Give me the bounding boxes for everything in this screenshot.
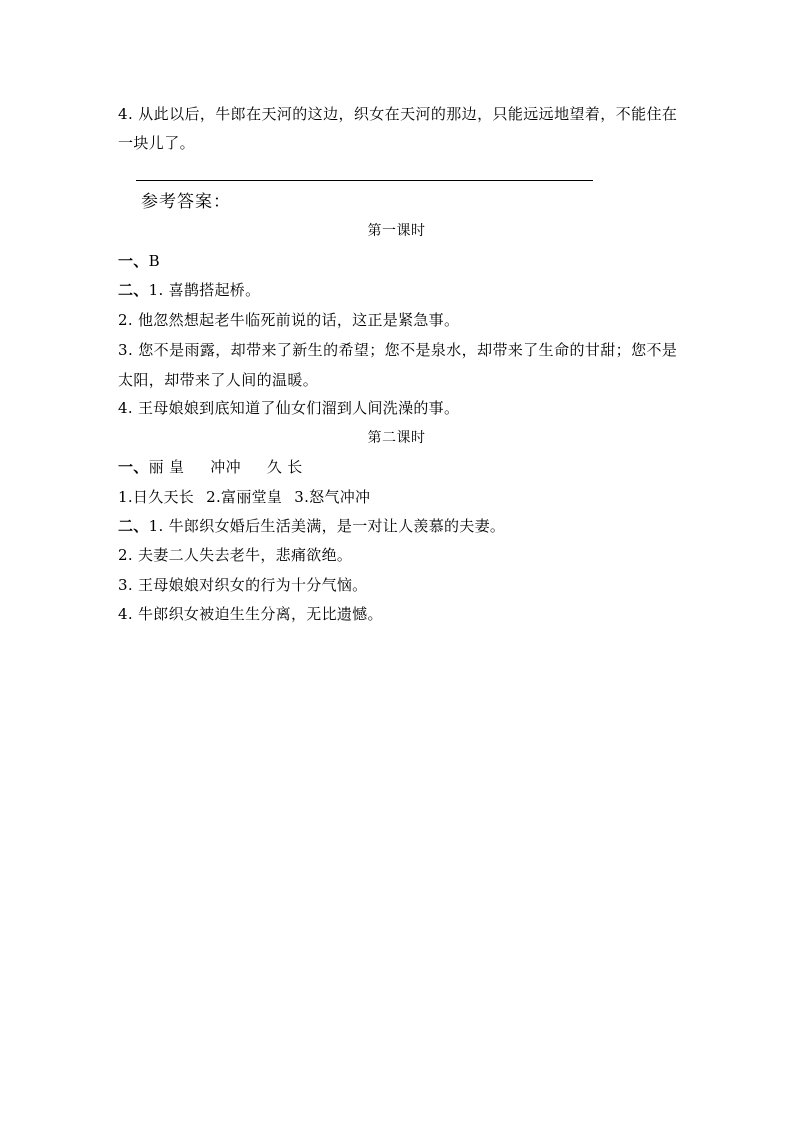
lesson2-idiom-3: 3.怒气冲冲 (294, 488, 371, 506)
lesson1-item2: 2. 他忽然想起老牛临死前说的话，这正是紧急事。 (118, 311, 460, 329)
lesson1-heading: 第一课时 (367, 223, 426, 239)
lesson2-idioms (118, 487, 370, 507)
lesson2-part1-label: 一、 (118, 458, 149, 476)
lesson1-part1-answer: B (148, 252, 160, 270)
lesson2-item2: 2. 夫妻二人失去老牛，悲痛欲绝。 (118, 546, 353, 564)
lesson1-part2-item1 (118, 280, 260, 300)
lesson2-part1 (118, 457, 303, 477)
answers-title: 参考答案： (141, 192, 231, 212)
lesson1-item4: 4. 王母娘娘到底知道了仙女们溜到人间洗澡的事。 (118, 399, 460, 417)
lesson1-part2-item1-text: 1. 喜鹊搭起桥。 (148, 281, 261, 299)
divider-line (136, 180, 593, 181)
lesson2-word-1: 丽 皇 (148, 458, 185, 476)
lesson1-part2-label: 二、 (118, 281, 149, 299)
lesson1-item3: 3. 您不是雨露，却带来了新生的希望；您不是泉水，却带来了生命的甘甜；您不是太阳，却带来了人间的温暖。 (118, 341, 678, 389)
lesson2-idiom-2: 2.富丽堂皇 (206, 488, 283, 506)
lesson1-part1-label: 一、 (118, 252, 149, 270)
lesson2-part2-item1-text: 1. 牛郎织女婚后生活美满，是一对让人羡慕的夫妻。 (148, 517, 506, 535)
lesson2-part2-item1 (118, 516, 505, 536)
lesson1-part1 (118, 251, 160, 271)
lesson2-part2-label: 二、 (118, 517, 149, 535)
lesson2-heading: 第二课时 (367, 430, 426, 446)
lesson2-item3: 3. 王母娘娘对织女的行为十分气恼。 (118, 576, 368, 594)
lesson2-word-2: 冲冲 (210, 458, 241, 476)
lesson2-idiom-1: 1.日久天长 (118, 488, 195, 506)
lesson2-item4: 4. 牛郎织女被迫生生分离，无比遗憾。 (118, 605, 383, 623)
lesson2-word-3: 久 长 (266, 458, 303, 476)
intro-item-4: 4. 从此以后，牛郎在天河的这边，织女在天河的那边，只能远远地望着，不能住在一块儿了。 (118, 105, 678, 152)
